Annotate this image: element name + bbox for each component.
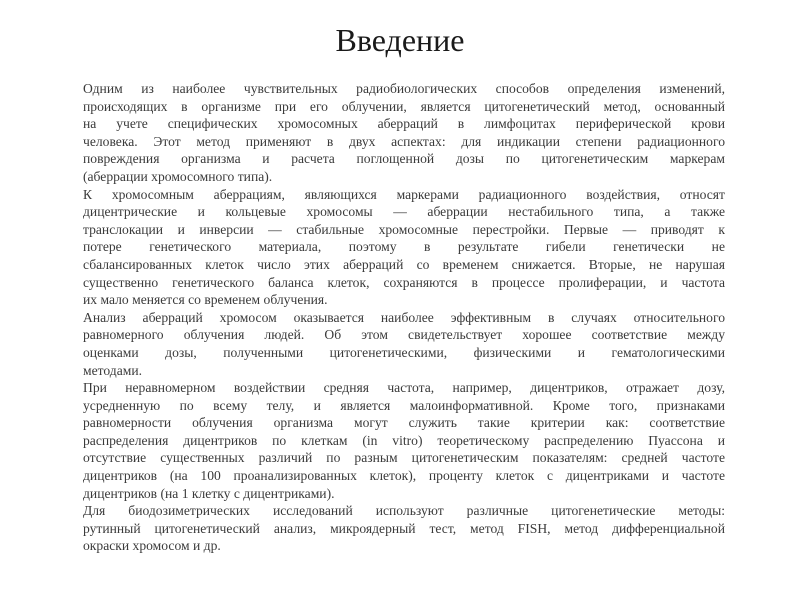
- text-line: транслокации и инверсии — стабильные хромосомные перестройки. Первые — приводят к: [83, 221, 725, 237]
- paragraph: [83, 309, 725, 379]
- text-line: на учете специфических хромосомных аберраций в лимфоцитах периферической крови: [83, 116, 725, 132]
- text-line: окраски хромосом и др.: [83, 538, 221, 554]
- text-line: распределения дицентриков по клеткам (in vitro) теоретическому распределению Пуассона и: [83, 432, 725, 448]
- text-line: существенно генетического баланса клеток, сохраняются в процессе пролиферации, и частота: [83, 274, 725, 290]
- text-line: рутинный цитогенетический анализ, микроядерный тест, метод FISH, метод дифференциальной: [83, 520, 725, 536]
- text-line: сбалансированных клеток число этих аберраций со временем снижается. Вторые, не нарушая: [83, 256, 725, 272]
- text-line: Для биодозиметрических исследований используют различные цитогенетические методы:: [83, 503, 725, 519]
- text-line: оценками дозы, полученными цитогенетическими, физическими и гематологическими: [83, 344, 725, 360]
- paragraph: [83, 379, 725, 502]
- text-line: равномерного облучения людей. Об этом свидетельствует хорошее соответствие между: [83, 327, 725, 343]
- text-line: методами.: [83, 362, 143, 378]
- text-line: Анализ аберраций хромосом оказывается наиболее эффективным в случаях относительного: [83, 309, 725, 325]
- text-line: потере генетического материала, поэтому в результате гибели генетически не: [83, 239, 725, 255]
- paragraph: [83, 186, 725, 309]
- text-line: К хромосомным аберрациям, являющихся маркерами радиационного воздействия, относят: [83, 186, 725, 202]
- text-line: происходящих в организме при его облучении, является цитогенетический метод, основанный: [83, 98, 725, 114]
- text-line: При неравномерном воздействии средняя частота, например, дицентриков, отражает дозу,: [83, 380, 725, 396]
- slide-title: Введение: [335, 22, 465, 58]
- text-line: человека. Этот метод применяют в двух аспектах: для индикации степени радиационного: [83, 133, 725, 149]
- text-line: отсутствие существенных различий по разным цитогенетическим показателям: средней частоте: [83, 450, 725, 466]
- text-line: их мало меняется со временем облучения.: [83, 292, 328, 308]
- slide-body: [83, 80, 725, 555]
- text-line: повреждения организма и расчета поглощенной дозы по цитогенетическим маркерам: [83, 151, 725, 167]
- text-line: дицентриков (на 1 клетку с дицентриками).: [83, 485, 335, 501]
- text-line: равномерности облучения организма могут служить такие критерии как: соответствие: [83, 415, 725, 431]
- text-line: (аберрации хромосомного типа).: [83, 168, 273, 184]
- text-line: усредненную по всему телу, и является малоинформативной. Кроме того, признаками: [83, 397, 725, 413]
- text-line: дицентриков (на 100 проанализированных клеток), проценту клеток с дицентриками и частоте: [83, 468, 725, 484]
- paragraph: [83, 502, 725, 555]
- text-line: дицентрические и кольцевые хромосомы — аберрации нестабильного типа, а также: [83, 204, 725, 220]
- paragraph: [83, 80, 725, 186]
- text-line: Одним из наиболее чувствительных радиобиологических способов определения изменений,: [83, 81, 725, 96]
